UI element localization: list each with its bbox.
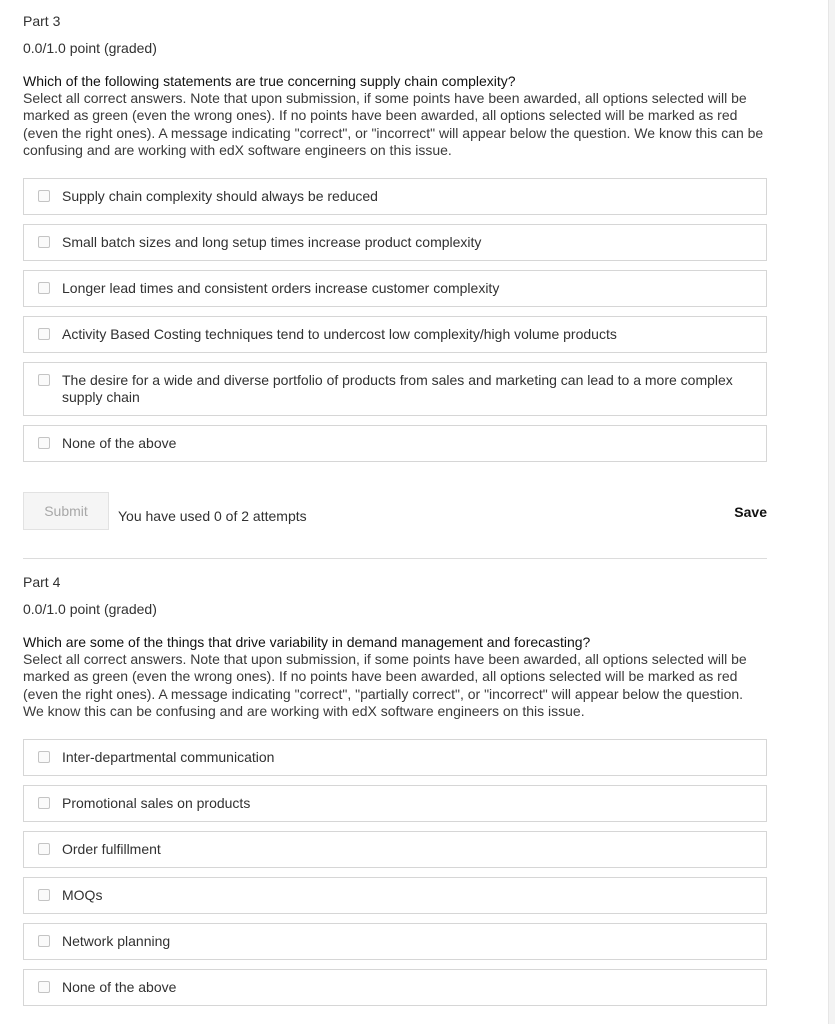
choice-label: Small batch sizes and long setup times increase product complexity [62,234,482,251]
question-instructions: Select all correct answers. Note that upon submission, if some points have been awarded, all options selected will be marked as green (even the wrong ones). If no points have been awarded, all options selected will be marked as red (even the right ones). A message indicating "correct", "partially correct", or "incorrect" will appear below the question. We know this can be confusing and are working with edX software engineers on this issue. [23,651,747,719]
choice-label: Activity Based Costing techniques tend to undercost low complexity/high volume products [62,326,617,343]
choice-option[interactable] [23,270,767,307]
choice-list [23,739,767,1006]
checkbox-unchecked-icon[interactable] [38,190,50,202]
checkbox-unchecked-icon[interactable] [38,981,50,993]
save-button[interactable]: Save [734,504,767,520]
choice-option[interactable] [23,877,767,914]
points-status: 0.0/1.0 point (graded) [23,601,157,617]
page-scrollbar-edge [828,0,835,1024]
checkbox-unchecked-icon[interactable] [38,236,50,248]
choice-option[interactable] [23,969,767,1006]
part-title: Part 4 [23,574,61,590]
attempts-counter: You have used 0 of 2 attempts [118,508,307,524]
problem-part-3 [23,12,767,471]
choice-label: Network planning [62,933,171,950]
choice-option[interactable] [23,224,767,261]
checkbox-unchecked-icon[interactable] [38,935,50,947]
checkbox-unchecked-icon[interactable] [38,889,50,901]
points-status: 0.0/1.0 point (graded) [23,40,157,56]
choice-label: Longer lead times and consistent orders increase customer complexity [62,280,500,297]
choice-label: Inter-departmental communication [62,749,275,766]
choice-option[interactable] [23,739,767,776]
checkbox-unchecked-icon[interactable] [38,374,50,386]
section-divider [23,558,767,559]
choice-option[interactable] [23,785,767,822]
checkbox-unchecked-icon[interactable] [38,282,50,294]
question-text [23,73,767,159]
choice-label: MOQs [62,887,103,904]
choice-option[interactable] [23,923,767,960]
checkbox-unchecked-icon[interactable] [38,797,50,809]
question-text [23,634,767,720]
problem-actions [23,492,767,532]
choice-label: None of the above [62,435,177,452]
choice-option[interactable] [23,362,767,416]
part-title: Part 3 [23,13,61,29]
choice-option[interactable] [23,831,767,868]
checkbox-unchecked-icon[interactable] [38,751,50,763]
choice-label: Order fulfillment [62,841,161,858]
submit-button[interactable]: Submit [23,492,109,530]
choice-option[interactable] [23,178,767,215]
choice-label: The desire for a wide and diverse portfolio of products from sales and marketing can lead to a more complex supply chain [62,372,733,406]
checkbox-unchecked-icon[interactable] [38,328,50,340]
choice-label: Promotional sales on products [62,795,251,812]
question-prompt: Which of the following statements are true concerning supply chain complexity? [23,73,516,89]
checkbox-unchecked-icon[interactable] [38,843,50,855]
question-prompt: Which are some of the things that drive variability in demand management and forecasting? [23,634,591,650]
checkbox-unchecked-icon[interactable] [38,437,50,449]
question-instructions: Select all correct answers. Note that upon submission, if some points have been awarded, all options selected will be marked as green (even the wrong ones). If no points have been awarded, all options selected will be marked as red (even the right ones). A message indicating "correct", or "incorrect" will appear below the question. We know this can be confusing and are working with edX software engineers on this issue. [23,90,764,158]
choice-option[interactable] [23,425,767,462]
choice-option[interactable] [23,316,767,353]
choice-list [23,178,767,462]
choice-label: Supply chain complexity should always be reduced [62,188,378,205]
choice-label: None of the above [62,979,177,996]
problem-part-4 [23,573,767,1015]
